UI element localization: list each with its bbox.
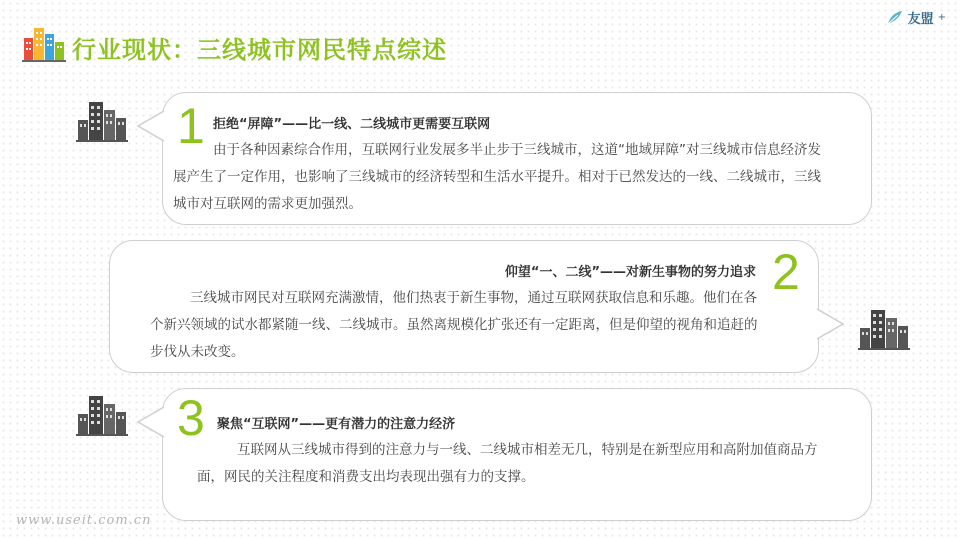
office-building-icon	[858, 306, 910, 350]
brand-plus: +	[937, 12, 946, 23]
section-number: 3	[177, 390, 205, 446]
brand-logo	[886, 8, 946, 27]
section-body: 互联网从三线城市得到的注意力与一线、二线城市相差无几，特别是在新型应用和高附加值商品方面，网民的关注程度和消费支出均表现出强有力的支撑。	[197, 442, 818, 485]
section-heading: 仰望“一、二线”——对新生事物的努力追求	[504, 265, 756, 280]
speech-pointer	[136, 405, 166, 439]
speech-pointer	[815, 307, 845, 341]
section-card-1	[162, 92, 872, 225]
section-card-2	[109, 240, 819, 373]
watermark: www.useit.com.cn	[16, 513, 152, 528]
page-title: 行业现状：三线城市网民特点综述	[72, 36, 447, 64]
city-buildings-icon	[22, 24, 66, 62]
section-body: 三线城市网民对互联网充满激情，他们热衷于新生事物，通过互联网获取信息和乐趣。他们在各个新兴领域的试水都紧随一线、二线城市。虽然离规模化扩张还有一定距离，但是仰望的视角和追赶的步伐从未改变。	[150, 290, 758, 360]
section-body: 由于各种因素综合作用，互联网行业发展多半止步于三线城市，这道“地域屏障”对三线城市信息经济发展产生了一定作用，也影响了三线城市的经济转型和生活水平提升。相对于已然发达的一线、二线城市，三线城市对互联网的需求更加强烈。	[173, 142, 821, 212]
speech-pointer	[136, 109, 166, 143]
section-heading: 拒绝“屏障”——比一线、二线城市更需要互联网	[213, 117, 491, 132]
office-building-icon	[76, 98, 128, 142]
section-heading: 聚焦“互联网”——更有潜力的注意力经济	[217, 417, 456, 432]
brand-leaf-icon	[886, 10, 904, 26]
section-number: 2	[772, 244, 800, 300]
brand-name: 友盟	[907, 12, 934, 27]
section-number: 1	[177, 98, 205, 154]
section-card-3	[162, 388, 872, 521]
office-building-icon	[76, 392, 128, 436]
